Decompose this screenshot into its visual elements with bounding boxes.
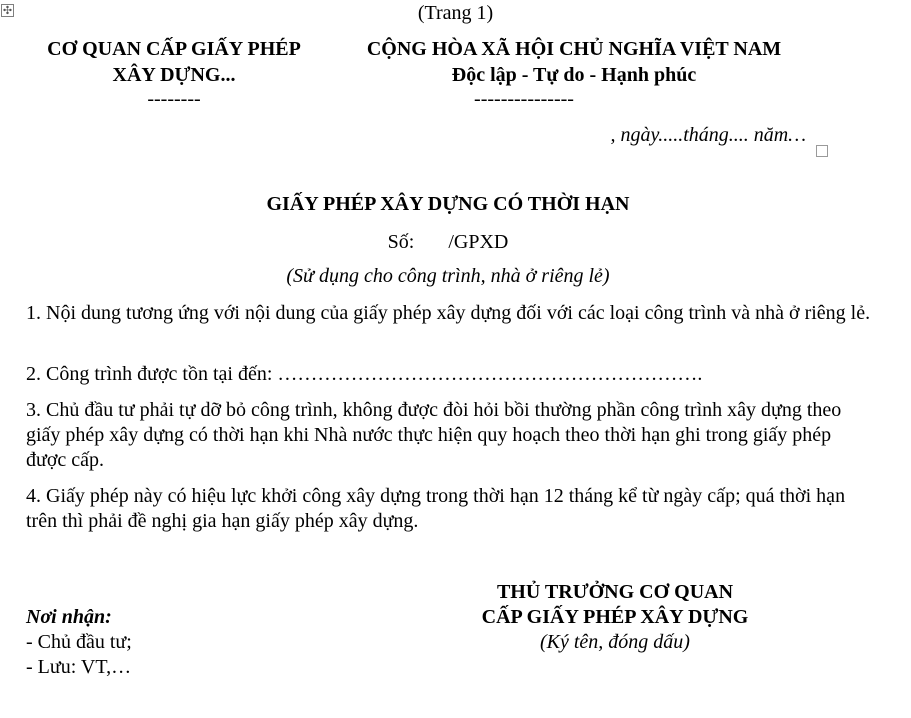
date-line: , ngày.....tháng.... năm… <box>610 124 806 146</box>
signer-note: (Ký tên, đóng dấu) <box>540 631 690 653</box>
agency-separator: -------- <box>147 88 201 110</box>
recipients <box>26 605 326 680</box>
recipient-item: - Chủ đầu tư; <box>26 631 132 653</box>
signer-line-2: CẤP GIẤY PHÉP XÂY DỰNG <box>481 606 749 628</box>
recipients-title: Nơi nhận: <box>26 606 112 628</box>
agency-line-1: CƠ QUAN CẤP GIẤY PHÉP <box>47 38 301 60</box>
number-label: Số: <box>387 231 415 253</box>
paragraph-2: 2. Công trình được tồn tại đến: ………………………………………………………. <box>26 363 703 385</box>
page-label: (Trang 1) <box>417 2 494 24</box>
document-title: GIẤY PHÉP XÂY DỰNG CÓ THỜI HẠN <box>266 193 630 215</box>
recipient-item: - Lưu: VT,… <box>26 656 132 678</box>
national-line-2: Độc lập - Tự do - Hạnh phúc <box>451 64 697 86</box>
paragraph-3: 3. Chủ đầu tư phải tự dỡ bỏ công trình, không được đòi hỏi bồi thường phần công trình xây dựng theo giấy phép xây dựng có thời hạn khi Nhà nước thực hiện quy hoạch theo thời hạn ghi trong giấy phép được cấp. <box>26 399 842 471</box>
agency-line-2: XÂY DỰNG... <box>112 64 236 86</box>
checkbox-icon[interactable] <box>816 145 828 157</box>
table-move-handle-icon[interactable]: ✣ <box>2 4 13 17</box>
signer-line-1: THỦ TRƯỞNG CƠ QUAN <box>496 581 734 603</box>
issuing-agency <box>20 36 328 88</box>
number-suffix: /GPXD <box>448 231 509 253</box>
national-motto <box>340 36 808 88</box>
national-line-1: CỘNG HÒA XÃ HỘI CHỦ NGHĨA VIỆT NAM <box>366 38 782 60</box>
document-subtitle: (Sử dụng cho công trình, nhà ở riêng lẻ) <box>286 265 610 287</box>
signer-block <box>410 580 820 655</box>
document-number <box>0 231 896 254</box>
national-separator: --------------- <box>474 88 574 110</box>
paragraph-4: 4. Giấy phép này có hiệu lực khởi công xây dựng trong thời hạn 12 tháng kể từ ngày cấp; quá thời hạn trên thì phải đề nghị gia hạn giấy phép xây dựng. <box>26 485 846 532</box>
paragraph-1: 1. Nội dung tương ứng với nội dung của giấy phép xây dựng đối với các loại công trình và nhà ở riêng lẻ. <box>26 302 871 324</box>
